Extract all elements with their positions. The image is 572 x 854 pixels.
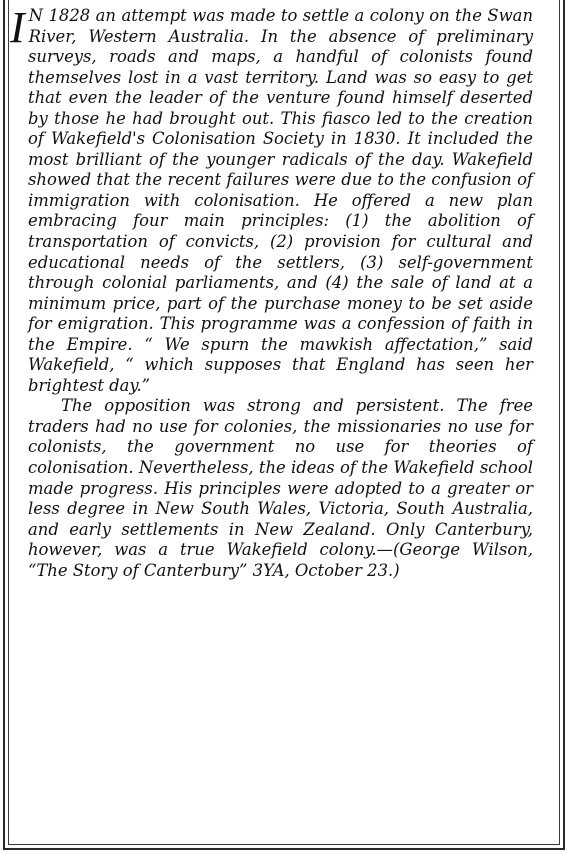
drop-cap: I	[10, 3, 25, 52]
article-body	[10, 3, 533, 581]
paragraph-2	[28, 396, 533, 581]
paragraph-1-text: N 1828 an attempt was made to settle a colony on the Swan River, Western Australia. In the absence of preliminary surveys, roads and maps, a handful of colonists found themselves lost in a vast territory. Land was so easy to get that even the leader of the venture found himself deserted by those he had brought out. This fiasco led to the creation of Wakefield's Colonisation Society in 1830. It included the most brilliant of the younger radicals of the day. Wakefield showed that the recent failures were due to the confusion of immigration with colonisation. He offered a new plan embracing four main principles: (1) the abolition of transportation of convicts, (2) provision for cultural and educational needs of the settlers, (3) self-government through colonial parliaments, and (4) the sale of land at a minimum price, part of the purchase money to be set aside for emigration. This programme was a confession of faith in the Empire. “ We spurn the mawkish affectation,” said Wakefield, “ which supposes that England has seen her brightest day.”	[28, 6, 533, 395]
paragraph-1	[10, 3, 533, 396]
paragraph-2-text: The opposition was strong and persistent. The free traders had no use for colonies, the missionaries no use for colonists, the government no use for theories of colonisation. Nevertheless, the ideas of the Wakefield school made progress. His principles were adopted to a greater or less degree in New South Wales, Victoria, South Australia, and early settlements in New Zealand. Only Canterbury, however, was a true Wakefield colony.—(George Wilson, “The Story of Canterbury” 3YA, October 23.)	[28, 396, 533, 580]
